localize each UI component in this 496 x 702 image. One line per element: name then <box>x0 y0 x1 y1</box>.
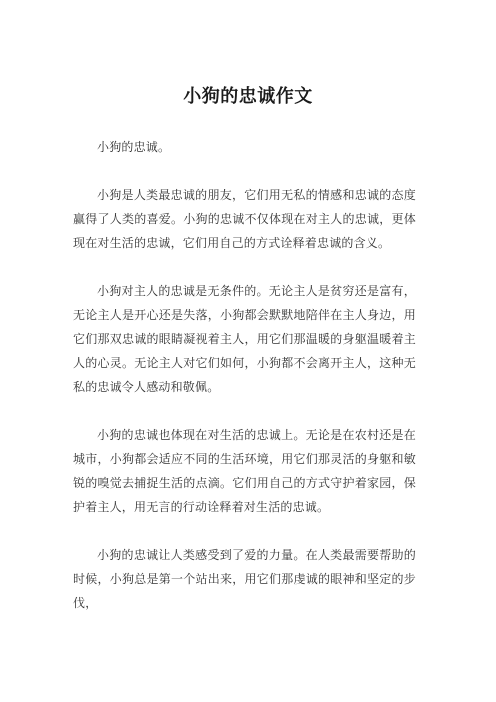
paragraph: 小狗的忠诚。 <box>97 140 171 154</box>
paragraph: 小狗的忠诚让人类感受到了爱的力量。在人类最需要帮助的时候，小狗总是第一个站出来，用它们那虔诚的眼神和坚定的步伐， <box>73 548 416 610</box>
paragraph: 小狗是人类最忠诚的朋友，它们用无私的情感和忠诚的态度赢得了人类的喜爱。小狗的忠诚不仅体现在对主人的忠诚，更体现在对生活的忠诚，它们用自己的方式诠释着忠诚的含义。 <box>73 188 416 250</box>
document-title: 小狗的忠诚作文 <box>183 86 313 107</box>
paragraph: 小狗的忠诚也体现在对生活的忠诚上。无论是在农村还是在城市，小狗都会适应不同的生活环境，用它们那灵活的身躯和敏锐的嗅觉去捕捉生活的点滴。它们用自己的方式守护着家园，保护着主人，用无言的行动诠释着对生活的忠诚。 <box>73 428 416 514</box>
paragraph: 小狗对主人的忠诚是无条件的。无论主人是贫穷还是富有，无论主人是开心还是失落，小狗都会默默地陪伴在主人身边，用它们那双忠诚的眼睛凝视着主人，用它们那温暖的身躯温暖着主人的心灵。无论主人对它们如何，小狗都不会离开主人，这种无私的忠诚令人感动和敬佩。 <box>73 284 416 394</box>
document-body <box>73 135 416 639</box>
